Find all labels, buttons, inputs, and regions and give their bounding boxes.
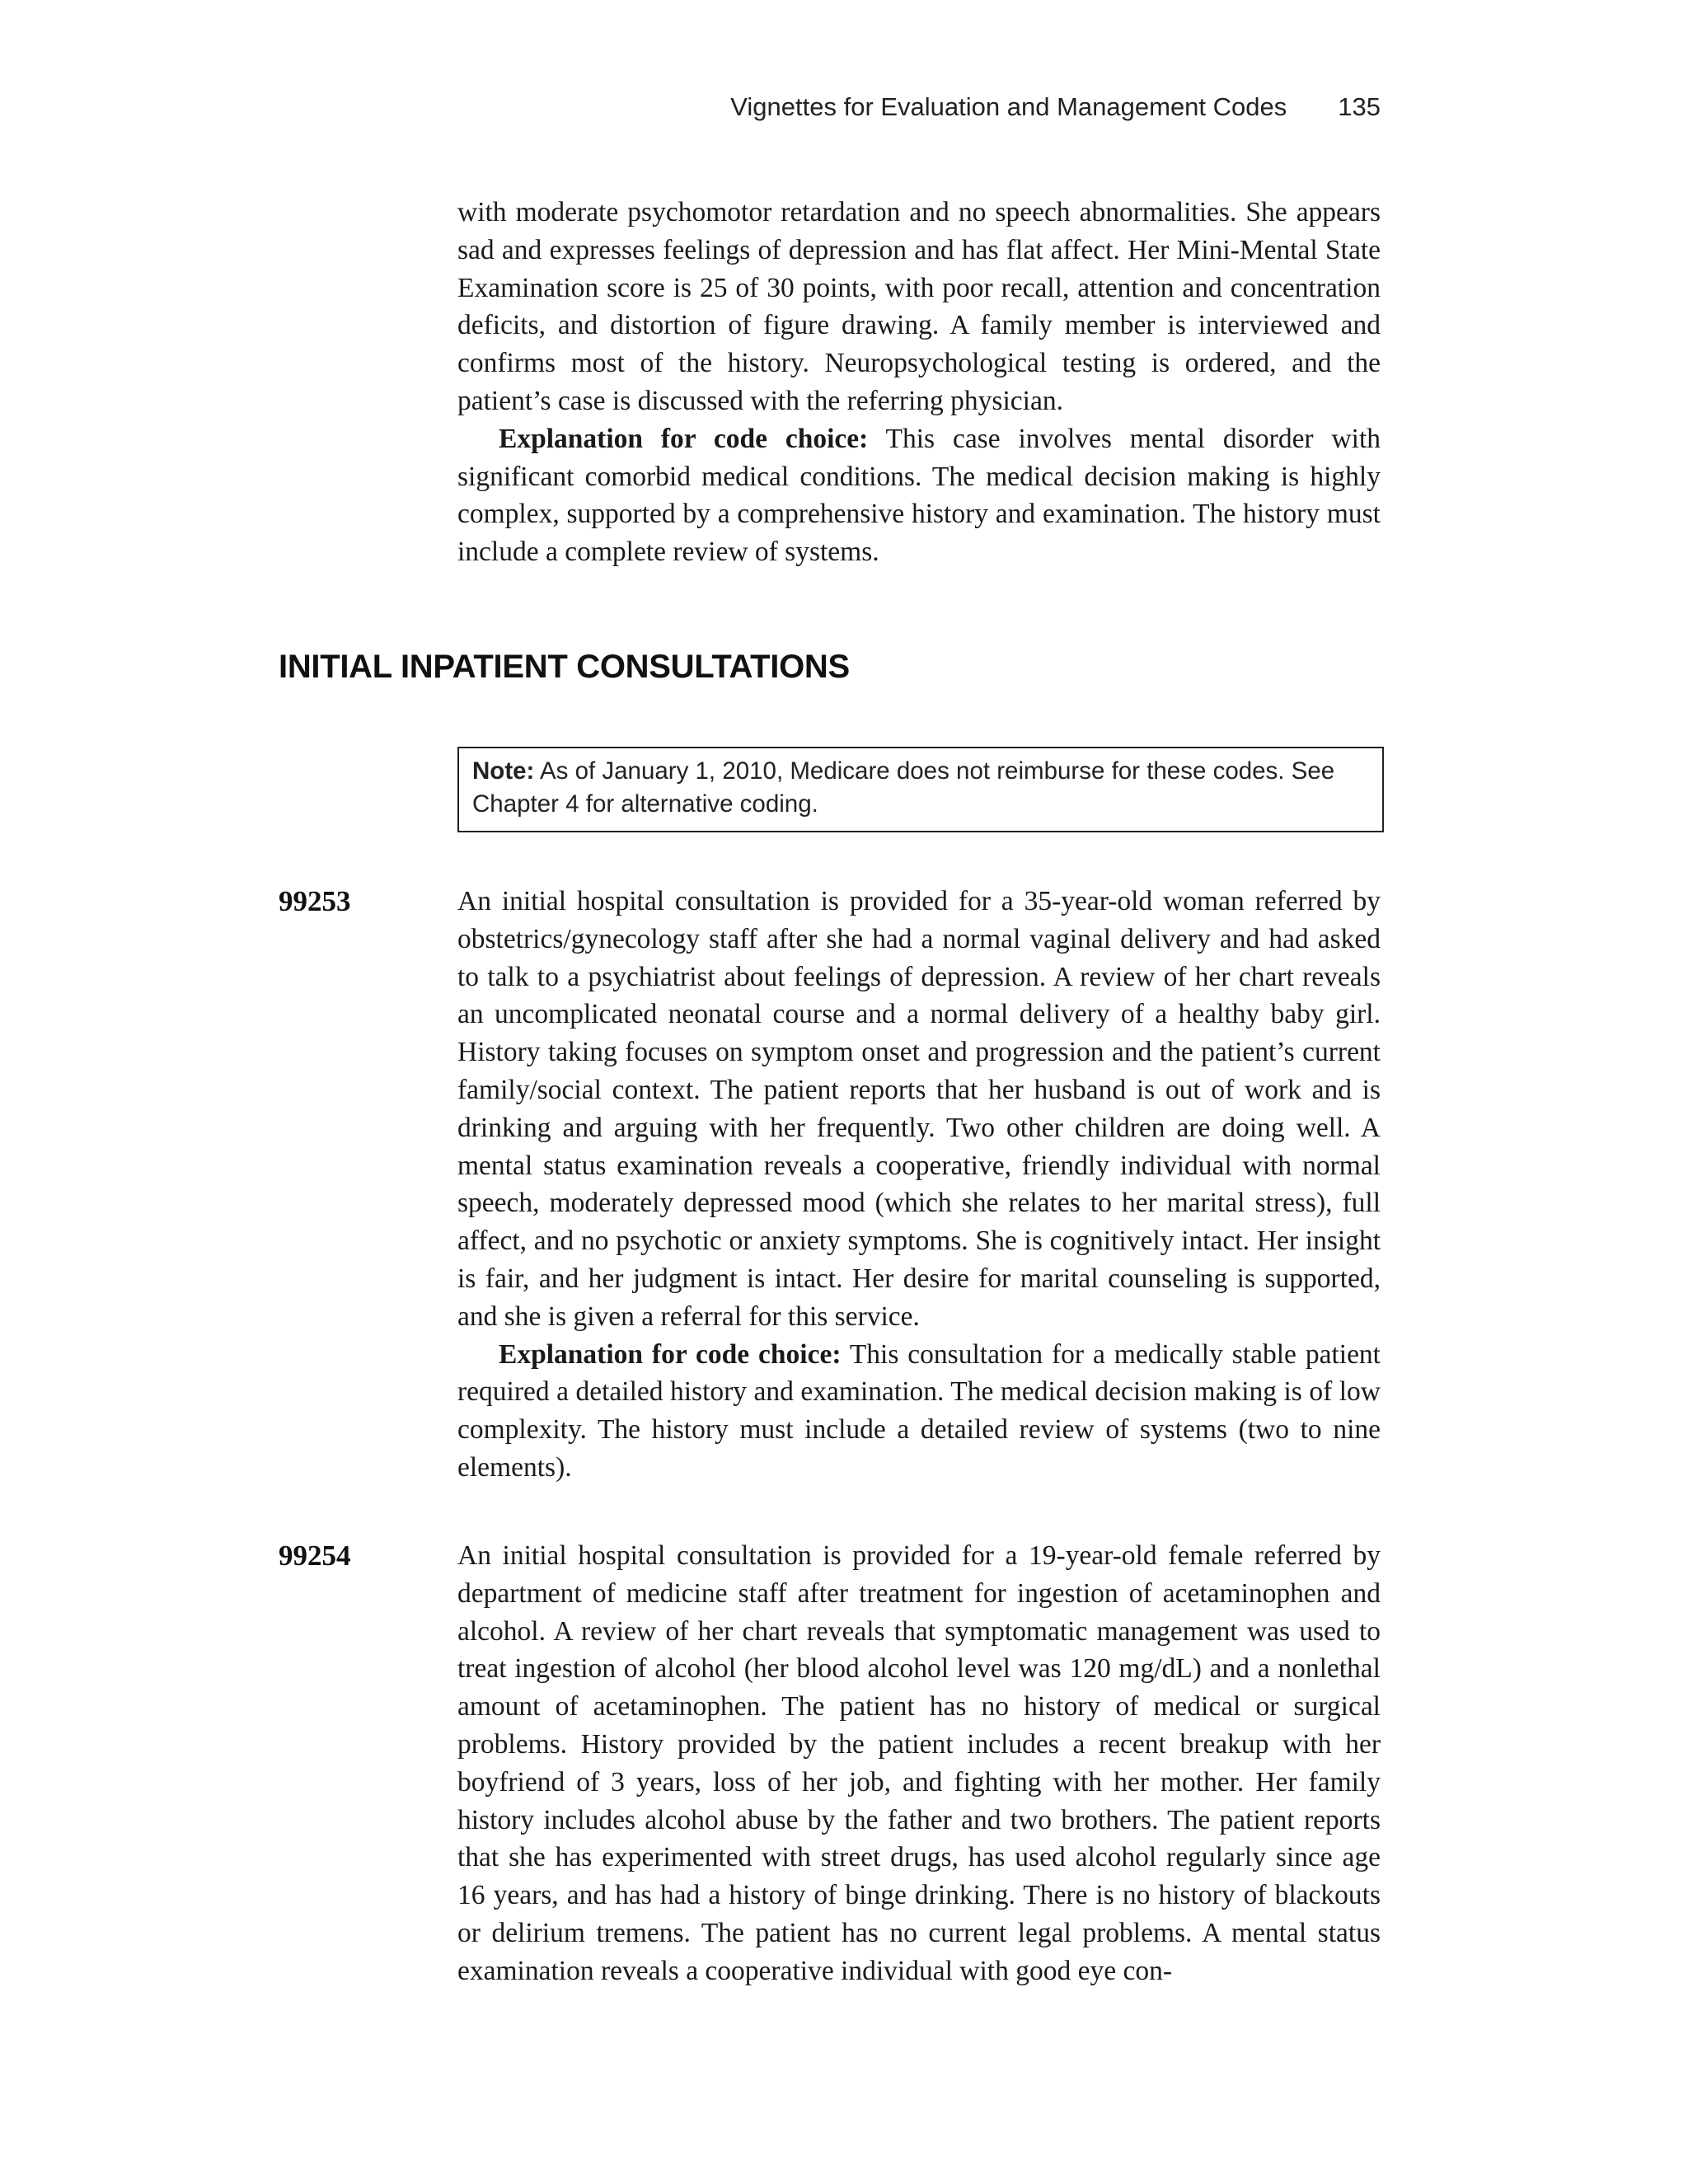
entry-body — [457, 1537, 1381, 1990]
explanation-label: Explanation for code choice: — [499, 423, 869, 454]
explanation-text: This case involves mental disorder with significant comorbid medical conditions. The medical decision making is highly complex, supported by a comprehensive history and examination. The history must include a complete review of systems. — [457, 423, 1381, 568]
continued-paragraph: with moderate psychomotor retardation and no speech abnormalities. She appears sad and expresses feelings of depression and has flat affect. Her Mini-Mental State Examination score is 25 of 30 points, with poor recall, attention and concentration deficits, and distortion of figure drawing. A family member is interviewed and confirms most of the history. Neuropsychological testing is ordered, and the patient’s case is discussed with the referring physician. — [457, 197, 1381, 416]
cpt-code: 99254 — [279, 1540, 351, 1572]
cpt-code: 99253 — [279, 885, 351, 917]
running-head-title: Vignettes for Evaluation and Management Codes — [730, 92, 1287, 121]
vignette-paragraph: An initial hospital consultation is provided for a 35-year-old woman referred by obstetrics/gynecology staff after she had a normal vaginal delivery and had asked to talk to a psychiatrist about feelings of depression. A review of her chart reveals an uncomplicated neonatal course and a normal delivery of a healthy baby girl. History taking focuses on symptom onset and progression and the patient’s current family/social context. The patient reports that her husband is out of work and is drinking and arguing with her frequently. Two other children are doing well. A mental status examination reveals a cooperative, friendly individual with normal speech, moderately depressed mood (which she relates to her marital stress), full affect, and no psychotic or anxiety symptoms. She is cognitively intact. Her insight is fair, and her judgment is intact. Her desire for marital counseling is supported, and she is given a referral for this service. — [457, 886, 1381, 1332]
explanation-label: Explanation for code choice: — [499, 1338, 842, 1370]
note-text: As of January 1, 2010, Medicare does not reimburse for these codes. See Chapter 4 for alternative coding. — [472, 757, 1335, 818]
continued-explanation — [457, 420, 1381, 571]
note-label: Note: — [472, 757, 535, 785]
continued-vignette — [457, 194, 1381, 571]
running-head — [457, 92, 1381, 134]
entry-explanation — [457, 1336, 1381, 1487]
vignette-paragraph: An initial hospital consultation is provided for a 19-year-old female referred by department of medicine staff after treatment for ingestion of acetaminophen and alcohol. A review of her chart reveals that symptomatic management was used to treat ingestion of alcohol (her blood alcohol level was 120 mg/dL) and a nonlethal amount of acetaminophen. The patient has no history of medical or surgical problems. History provided by the patient includes a recent breakup with her boyfriend of 3 years, loss of her job, and fighting with her mother. Her family history includes alcohol abuse by the father and two brothers. The patient reports that she has experimented with street drugs, has used alcohol regularly since age 16 years, and has had a history of binge drinking. There is no history of blackouts or delirium tremens. The patient has no current legal problems. A mental status examination reveals a cooperative individual with good eye con- — [457, 1540, 1381, 1986]
note-box — [457, 747, 1384, 832]
section-heading: INITIAL INPATIENT CONSULTATIONS — [279, 649, 850, 685]
page-number: 135 — [1338, 92, 1381, 121]
explanation-text: This consultation for a medically stable patient required a detailed history and examination. The medical decision making is of low complexity. The history must include a detailed review of systems (two to nine elements). — [457, 1338, 1381, 1483]
entry-body — [457, 883, 1381, 1487]
